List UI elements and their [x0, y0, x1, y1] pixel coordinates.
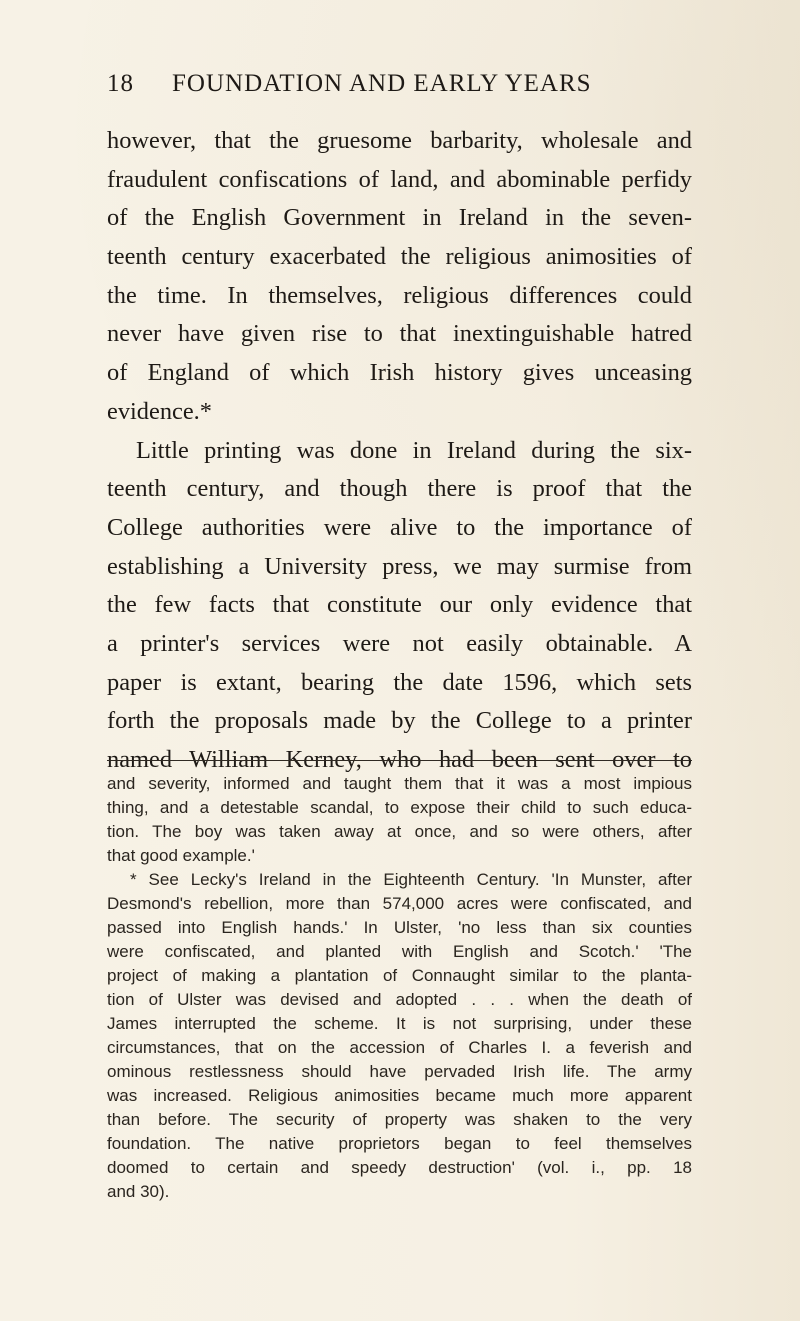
- footnote-line: James interrupted the scheme. It is not surprising, under these: [107, 1014, 692, 1033]
- main-text-line: forth the proposals made by the College to a printer: [107, 707, 692, 735]
- footnote-line: foundation. The native proprietors began to feel themselves: [107, 1134, 692, 1153]
- main-text-line: paper is extant, bearing the date 1596, which sets: [107, 668, 692, 696]
- main-text-line: a printer's services were not easily obtainable. A: [107, 629, 692, 657]
- main-text-line: however, that the gruesome barbarity, wholesale and: [107, 127, 692, 154]
- footnote-line: doomed to certain and speedy destruction' (vol. i., pp. 18: [107, 1158, 692, 1177]
- main-text-line: the time. In themselves, religious differences could: [107, 281, 692, 309]
- main-text-line: never have given rise to that inextinguishable hatred: [107, 320, 692, 348]
- main-text-line: fraudulent confiscations of land, and abominable perfidy: [107, 165, 692, 193]
- main-text-line: the few facts that constitute our only evidence that: [107, 591, 692, 619]
- main-text-line: named William Kerney, who had been sent over to: [107, 746, 692, 773]
- main-text-line: of England of which Irish history gives unceasing: [107, 359, 692, 387]
- footnote-line: and 30).: [107, 1182, 170, 1201]
- footnote-line: thing, and a detestable scandal, to expose their child to such educa-: [107, 798, 692, 817]
- footnote-line: was increased. Religious animosities became much more apparent: [107, 1086, 692, 1105]
- footnote-block: [107, 772, 692, 1204]
- footnote-line: tion of Ulster was devised and adopted . . . when the death of: [107, 990, 692, 1009]
- footnote-line: circumstances, that on the accession of Charles I. a feverish and: [107, 1038, 692, 1057]
- footnote-line: passed into English hands.' In Ulster, 'no less than six counties: [107, 918, 692, 937]
- footnote-line: and severity, informed and taught them that it was a most impious: [107, 774, 692, 793]
- page-number: 18: [107, 70, 134, 97]
- main-text-line: Little printing was done in Ireland during the six-: [136, 436, 692, 464]
- main-text-line: College authorities were alive to the importance of: [107, 513, 692, 541]
- footnote-line: than before. The security of property was shaken to the very: [107, 1110, 692, 1129]
- main-text-line: of the English Government in Ireland in the seven-: [107, 204, 692, 232]
- footnote-line: that good example.': [107, 846, 255, 865]
- footnote-separator: [107, 760, 692, 761]
- running-head: FOUNDATION AND EARLY YEARS: [172, 70, 592, 97]
- footnote-line: tion. The boy was taken away at once, and so were others, after: [107, 822, 692, 841]
- footnote-line: Desmond's rebellion, more than 574,000 acres were confiscated, and: [107, 894, 692, 913]
- footnote-line: were confiscated, and planted with English and Scotch.' 'The: [107, 942, 692, 961]
- page-header: [107, 70, 692, 106]
- main-text-line: teenth century, and though there is proof that the: [107, 475, 692, 503]
- main-text-line: evidence.*: [107, 397, 212, 425]
- main-text-line: teenth century exacerbated the religious animosities of: [107, 243, 692, 271]
- main-text-line: establishing a University press, we may surmise from: [107, 552, 692, 580]
- footnote-line: project of making a plantation of Connaught similar to the planta-: [107, 966, 692, 985]
- footnote-line: * See Lecky's Ireland in the Eighteenth Century. 'In Munster, after: [130, 870, 692, 889]
- footnote-line: ominous restlessness should have pervaded Irish life. The army: [107, 1062, 692, 1081]
- main-body-text: [107, 122, 692, 780]
